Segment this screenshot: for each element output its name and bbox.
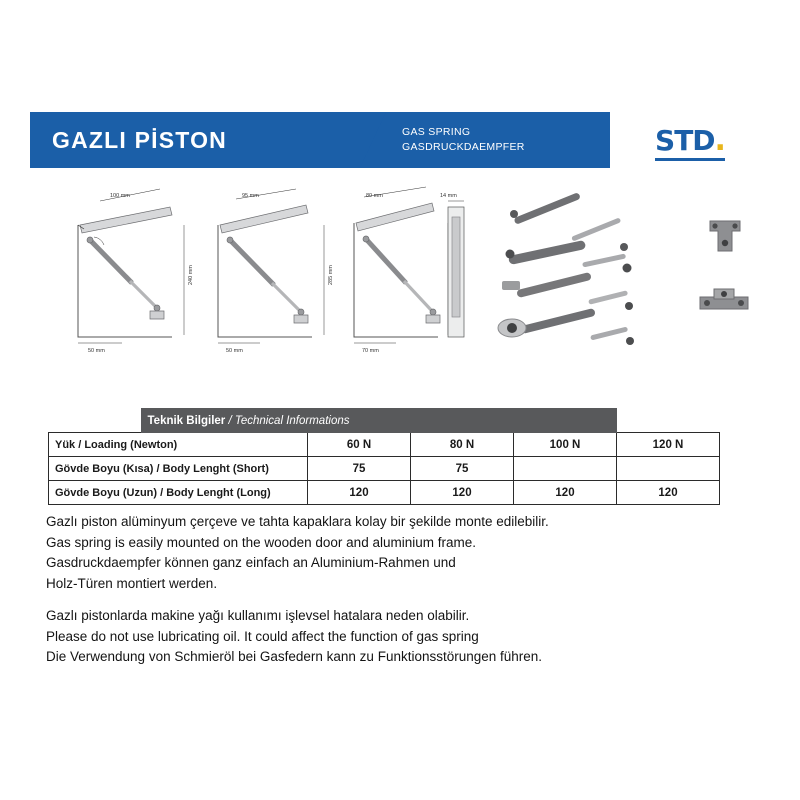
para2-line-de: Die Verwendung von Schmieröl bei Gasfedern kann zu Funktionsstörungen führen. [46,649,543,664]
table-row [49,457,720,481]
header-subtitle-en: GAS SPRING [402,126,471,138]
table-header-cell [141,409,617,433]
bracket-photos-svg [690,185,770,370]
row-label-body-short: Gövde Boyu (Kısa) / Body Lenght (Short) [49,457,308,481]
diagram-medium-stroke [200,185,340,370]
table-header-row [49,409,720,433]
cell-loading-60: 60 N [308,433,411,457]
header-spacer-cell [49,409,142,433]
para2-line-tr: Gazlı pistonlarda makine yağı kullanımı işlevsel hatalara neden olabilir. [46,608,470,623]
diagram-4-svg [430,185,490,370]
cell-short-100 [514,457,617,481]
logo-letters: STD [655,123,715,157]
para1-line-de-1: Gasdruckdaempfer können ganz einfach an Aluminium-Rahmen und [46,555,456,570]
bracket-photo-group [690,185,770,370]
diagram-4-top-dim: 14 mm [440,193,457,199]
cell-long-80: 120 [411,481,514,505]
diagram-1-top-dim: 100 mm [110,193,130,199]
brand-logo [610,112,770,168]
cell-loading-80: 80 N [411,433,514,457]
diagram-2-bottom-dim: 50 mm [226,348,243,354]
product-photos-svg [485,185,685,370]
header-title-panel [30,112,360,168]
logo-dot-icon: . [714,122,725,158]
table-row [49,481,720,505]
diagram-2-side-dim: 285 mm [328,265,334,285]
header-subtitle-de: GASDRUCKDAEMPFER [402,141,525,153]
diagram-side-profile [430,185,490,370]
page-header [30,112,770,168]
page-title: GAZLI PİSTON [52,126,227,153]
cell-long-100: 120 [514,481,617,505]
para1-line-tr: Gazlı piston alüminyum çerçeve ve tahta kapaklara kolay bir şekilde monte edilebilir. [46,514,549,529]
cell-short-120 [617,457,720,481]
diagram-1-bottom-dim: 50 mm [88,348,105,354]
para1-line-de-2: Holz-Türen montiert werden. [46,575,218,591]
logo-underline [655,158,725,161]
row-label-loading: Yük / Loading (Newton) [49,433,308,457]
header-subtitle-panel [360,112,610,168]
diagram-3-bottom-dim: 70 mm [362,348,379,354]
cell-long-120: 120 [617,481,720,505]
cell-short-80: 75 [411,457,514,481]
diagram-2-svg [200,185,340,370]
diagram-1-side-dim: 240 mm [188,265,194,285]
description-paragraph-2 [46,606,746,668]
product-photo-group [485,185,685,370]
diagram-short-stroke [60,185,200,370]
para1-line-en: Gas spring is easily mounted on the wooden door and aluminium frame. [46,534,476,550]
diagram-1-svg [60,185,200,370]
cell-loading-120: 120 N [617,433,720,457]
table-row [49,433,720,457]
cell-short-60: 75 [308,457,411,481]
logo-text [655,123,725,158]
technical-table [48,408,720,505]
row-label-body-long: Gövde Boyu (Uzun) / Body Lenght (Long) [49,481,308,505]
description-paragraph-1 [46,512,746,594]
para2-line-en: Please do not use lubricating oil. It could affect the function of gas spring [46,628,479,644]
table-header-tr: Teknik Bilgiler [147,414,226,427]
product-diagrams [30,185,770,370]
cell-long-60: 120 [308,481,411,505]
diagram-3-top-dim: 80 mm [366,193,383,199]
cell-loading-100: 100 N [514,433,617,457]
diagram-2-top-dim: 95 mm [242,193,259,199]
spec-table [48,408,720,505]
table-header-en: / Technical Informations [225,414,350,427]
